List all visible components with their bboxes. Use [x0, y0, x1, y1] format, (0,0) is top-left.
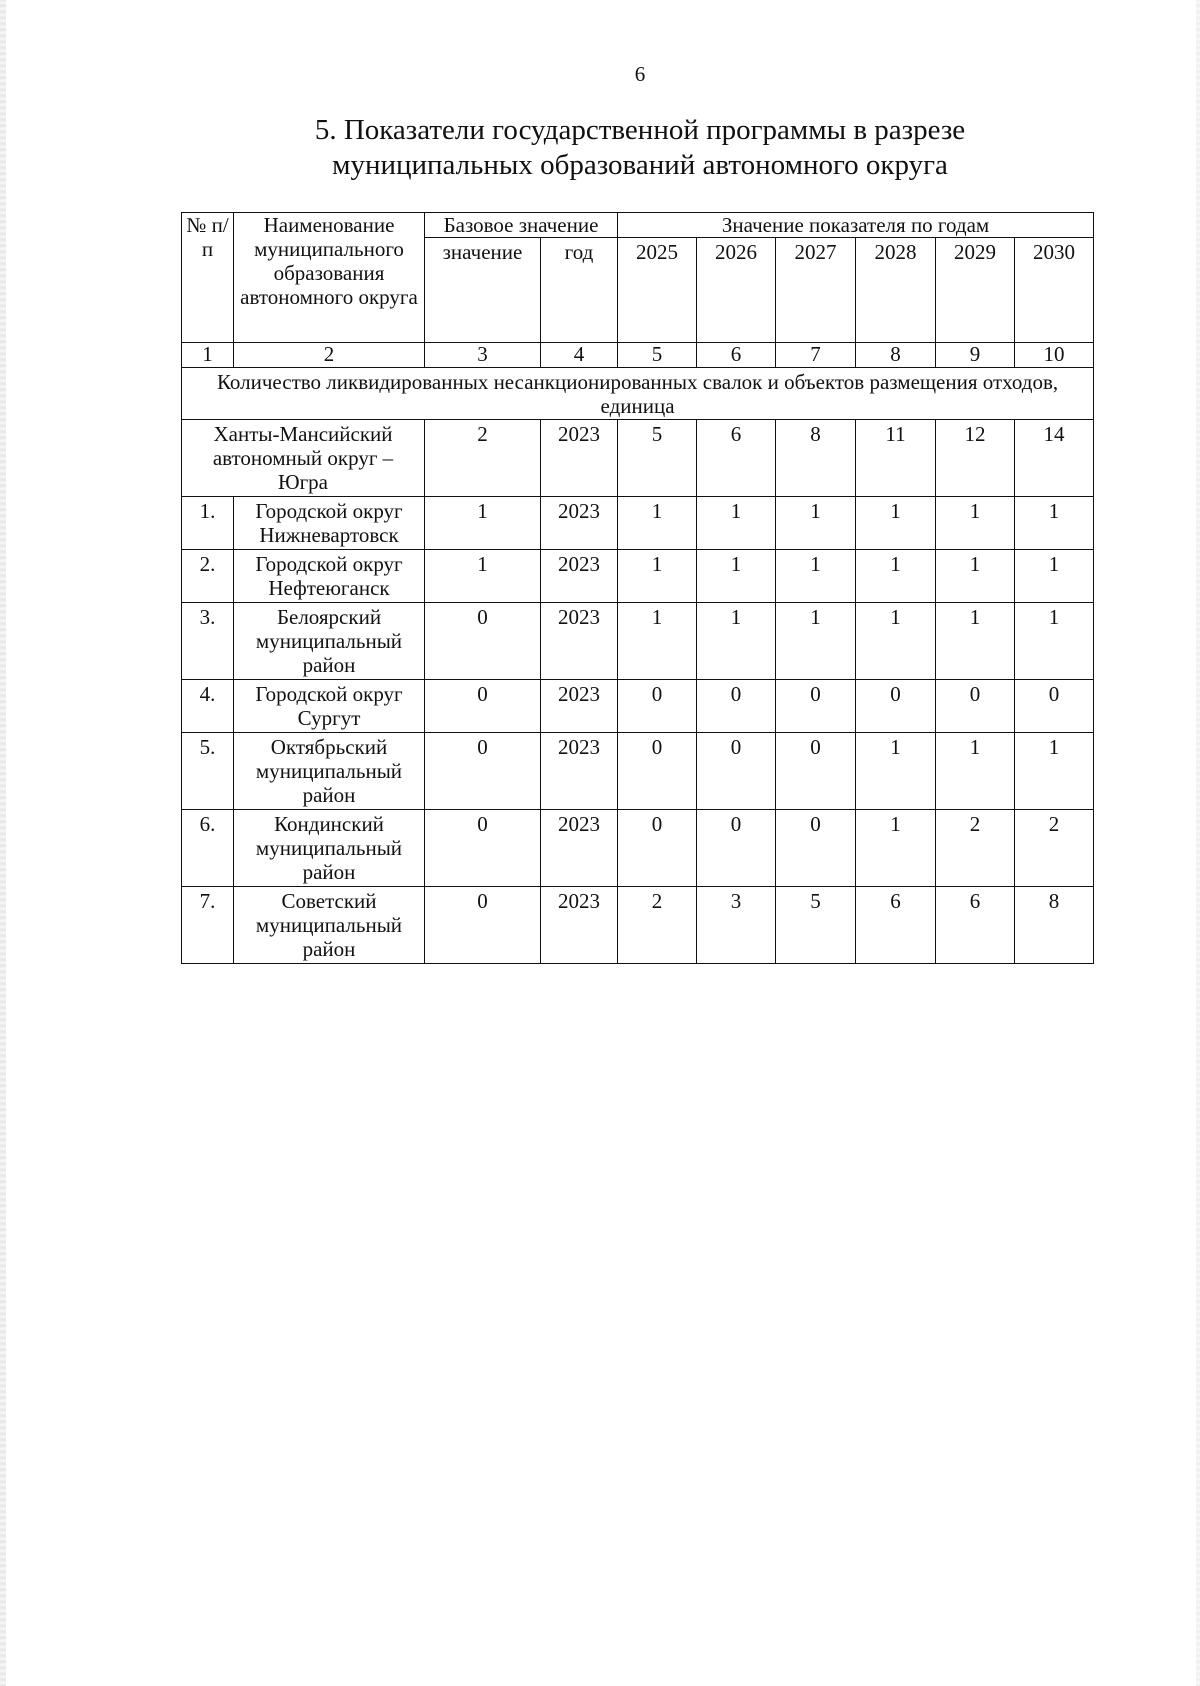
table-row	[182, 603, 1094, 680]
year-value: 1	[618, 497, 697, 550]
total-year-value: 12	[936, 420, 1015, 497]
year-value: 3	[697, 887, 776, 964]
header-year: 2030	[1015, 238, 1094, 343]
column-number: 1	[182, 343, 234, 368]
year-value: 1	[856, 733, 936, 810]
year-value: 1	[856, 810, 936, 887]
header-base-group: Базовое значение	[425, 213, 618, 238]
header-year: 2026	[697, 238, 776, 343]
column-number: 2	[234, 343, 425, 368]
year-value: 2	[1015, 810, 1094, 887]
base-value: 0	[425, 603, 541, 680]
column-number: 6	[697, 343, 776, 368]
year-value: 1	[936, 497, 1015, 550]
total-row	[182, 420, 1094, 497]
year-value: 1	[856, 497, 936, 550]
year-value: 0	[776, 680, 856, 733]
column-number: 8	[856, 343, 936, 368]
base-year: 2023	[541, 887, 618, 964]
base-year: 2023	[541, 603, 618, 680]
table-row	[182, 550, 1094, 603]
column-number: 4	[541, 343, 618, 368]
row-number: 3.	[182, 603, 234, 680]
year-value: 1	[776, 603, 856, 680]
base-year: 2023	[541, 733, 618, 810]
column-number: 10	[1015, 343, 1094, 368]
base-value: 0	[425, 887, 541, 964]
header-year: 2025	[618, 238, 697, 343]
base-year: 2023	[541, 810, 618, 887]
column-number: 9	[936, 343, 1015, 368]
header-base-value: значение	[425, 238, 541, 343]
year-value: 1	[1015, 733, 1094, 810]
table-row	[182, 810, 1094, 887]
header-year: 2029	[936, 238, 1015, 343]
total-base-year: 2023	[541, 420, 618, 497]
year-value: 0	[618, 733, 697, 810]
column-number: 5	[618, 343, 697, 368]
base-value: 1	[425, 497, 541, 550]
scan-edge-left	[0, 0, 6, 1686]
row-number: 6.	[182, 810, 234, 887]
table-body	[182, 343, 1094, 964]
document-title-line-2: муниципальных образований автономного округа	[332, 149, 948, 181]
year-value: 0	[618, 810, 697, 887]
year-value: 0	[776, 810, 856, 887]
total-year-value: 11	[856, 420, 936, 497]
year-value: 5	[776, 887, 856, 964]
table-row	[182, 497, 1094, 550]
row-number: 7.	[182, 887, 234, 964]
year-value: 0	[1015, 680, 1094, 733]
year-value: 1	[1015, 497, 1094, 550]
section-title: Количество ликвидированных несанкционированных свалок и объектов размещения отходов, единица	[182, 368, 1094, 420]
header-base-year: год	[541, 238, 618, 343]
header-name: Наименование муниципального образования автономного округа	[234, 213, 425, 343]
year-value: 1	[936, 603, 1015, 680]
table-row	[182, 680, 1094, 733]
year-value: 1	[936, 733, 1015, 810]
column-numbers-row	[182, 343, 1094, 368]
municipality-name: Городской округ Нефтеюганск	[234, 550, 425, 603]
municipality-name: Городской округ Сургут	[234, 680, 425, 733]
total-base-value: 2	[425, 420, 541, 497]
year-value: 1	[1015, 603, 1094, 680]
year-value: 0	[776, 733, 856, 810]
row-number: 2.	[182, 550, 234, 603]
base-value: 0	[425, 810, 541, 887]
year-value: 1	[618, 603, 697, 680]
year-value: 1	[856, 603, 936, 680]
year-value: 0	[697, 733, 776, 810]
year-value: 0	[856, 680, 936, 733]
table-row	[182, 733, 1094, 810]
base-year: 2023	[541, 550, 618, 603]
base-value: 0	[425, 680, 541, 733]
municipality-name: Советский муниципальный район	[234, 887, 425, 964]
year-value: 1	[697, 497, 776, 550]
row-number: 4.	[182, 680, 234, 733]
year-value: 0	[936, 680, 1015, 733]
municipality-name: Городской округ Нижневартовск	[234, 497, 425, 550]
total-year-value: 14	[1015, 420, 1094, 497]
base-year: 2023	[541, 497, 618, 550]
total-name: Ханты-Мансийский автономный округ – Югра	[182, 420, 425, 497]
municipality-name: Белоярский муниципальный район	[234, 603, 425, 680]
table-row	[182, 887, 1094, 964]
base-value: 1	[425, 550, 541, 603]
document-title	[240, 113, 1040, 183]
total-year-value: 8	[776, 420, 856, 497]
year-value: 1	[856, 550, 936, 603]
municipality-name: Кондинский муниципальный район	[234, 810, 425, 887]
year-value: 1	[776, 550, 856, 603]
header-year: 2027	[776, 238, 856, 343]
column-number: 7	[776, 343, 856, 368]
year-value: 1	[697, 603, 776, 680]
row-number: 5.	[182, 733, 234, 810]
year-value: 6	[936, 887, 1015, 964]
year-value: 0	[618, 680, 697, 733]
total-year-value: 6	[697, 420, 776, 497]
section-row	[182, 368, 1094, 420]
column-number: 3	[425, 343, 541, 368]
municipality-name: Октябрьский муниципальный район	[234, 733, 425, 810]
year-value: 1	[1015, 550, 1094, 603]
document-title-line-1: 5. Показатели государственной программы в разрезе	[314, 114, 966, 146]
base-year: 2023	[541, 680, 618, 733]
total-year-value: 5	[618, 420, 697, 497]
year-value: 1	[776, 497, 856, 550]
base-value: 0	[425, 733, 541, 810]
row-number: 1.	[182, 497, 234, 550]
indicators-table	[181, 212, 1094, 964]
year-value: 8	[1015, 887, 1094, 964]
header-year: 2028	[856, 238, 936, 343]
page-number: 6	[634, 62, 646, 86]
year-value: 1	[697, 550, 776, 603]
table-header-row-1	[182, 213, 1094, 238]
year-value: 2	[936, 810, 1015, 887]
year-value: 6	[856, 887, 936, 964]
year-value: 0	[697, 680, 776, 733]
scan-edge-right	[1196, 0, 1200, 1686]
year-value: 2	[618, 887, 697, 964]
year-value: 1	[936, 550, 1015, 603]
year-value: 1	[618, 550, 697, 603]
header-years-group: Значение показателя по годам	[618, 213, 1094, 238]
header-num: № п/п	[182, 213, 234, 343]
year-value: 0	[697, 810, 776, 887]
